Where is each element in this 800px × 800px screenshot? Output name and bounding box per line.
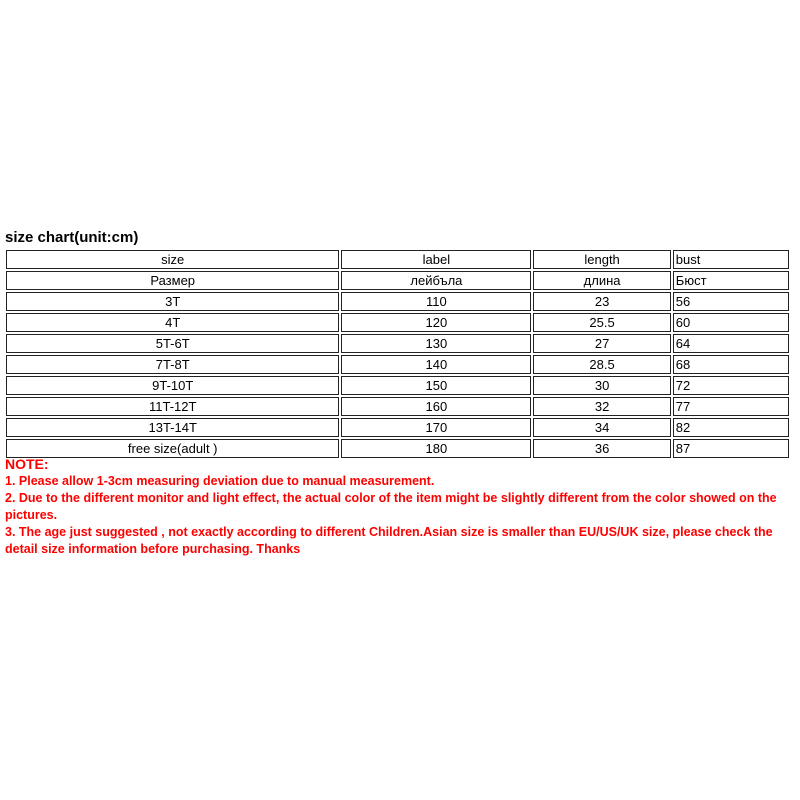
length-cell: 23	[533, 292, 670, 311]
size-chart-title: size chart(unit:cm)	[5, 229, 139, 246]
length-cell: 30	[533, 376, 670, 395]
note-item-2: 2. Due to the different monitor and light effect, the actual color of the item might be slightly different from the color showed on the pictures.	[5, 491, 777, 522]
header-cell-size-ru: Размер	[6, 271, 339, 290]
bust-cell: 72	[673, 376, 789, 395]
length-cell: 25.5	[533, 313, 670, 332]
header-row	[6, 250, 789, 269]
length-cell: 32	[533, 397, 670, 416]
note-item-3: 3. The age just suggested , not exactly according to different Children.Asian size is smaller than EU/US/UK size, please check the detail size information before purchasing. Thanks	[5, 525, 773, 556]
table-row	[6, 334, 789, 353]
length-cell: 34	[533, 418, 670, 437]
bust-cell: 56	[673, 292, 789, 311]
table-row	[6, 418, 789, 437]
table-row	[6, 355, 789, 374]
bust-cell: 82	[673, 418, 789, 437]
length-cell: 28.5	[533, 355, 670, 374]
label-cell: 160	[341, 397, 531, 416]
bust-cell: 64	[673, 334, 789, 353]
header-cell-size: size	[6, 250, 339, 269]
bust-cell: 60	[673, 313, 789, 332]
label-cell: 180	[341, 439, 531, 458]
bust-cell: 87	[673, 439, 789, 458]
header-cell-label: label	[341, 250, 531, 269]
label-cell: 130	[341, 334, 531, 353]
label-cell: 170	[341, 418, 531, 437]
size-table	[4, 248, 791, 460]
label-cell: 110	[341, 292, 531, 311]
notes-heading: NOTE:	[5, 456, 49, 472]
length-cell: 36	[533, 439, 670, 458]
size-cell: 4T	[6, 313, 339, 332]
size-cell: 11T-12T	[6, 397, 339, 416]
label-cell: 140	[341, 355, 531, 374]
note-item-1: 1. Please allow 1-3cm measuring deviation due to manual measurement.	[5, 474, 435, 488]
header-cell-length: length	[533, 250, 670, 269]
size-cell: 9T-10T	[6, 376, 339, 395]
size-cell: 13T-14T	[6, 418, 339, 437]
table-row	[6, 397, 789, 416]
label-cell: 120	[341, 313, 531, 332]
header-cell-bust: bust	[673, 250, 789, 269]
table-row	[6, 313, 789, 332]
header-cell-bust-ru: Бюст	[673, 271, 789, 290]
bust-cell: 77	[673, 397, 789, 416]
notes-section	[5, 456, 794, 558]
bust-cell: 68	[673, 355, 789, 374]
size-cell: 5T-6T	[6, 334, 339, 353]
label-cell: 150	[341, 376, 531, 395]
table-row	[6, 376, 789, 395]
header-cell-label-bg: лейбъла	[341, 271, 531, 290]
size-cell: free size(adult )	[6, 439, 339, 458]
header-cell-length-ru: длина	[533, 271, 670, 290]
size-cell: 7T-8T	[6, 355, 339, 374]
header-row-translated	[6, 271, 789, 290]
table-row	[6, 292, 789, 311]
size-cell: 3T	[6, 292, 339, 311]
length-cell: 27	[533, 334, 670, 353]
